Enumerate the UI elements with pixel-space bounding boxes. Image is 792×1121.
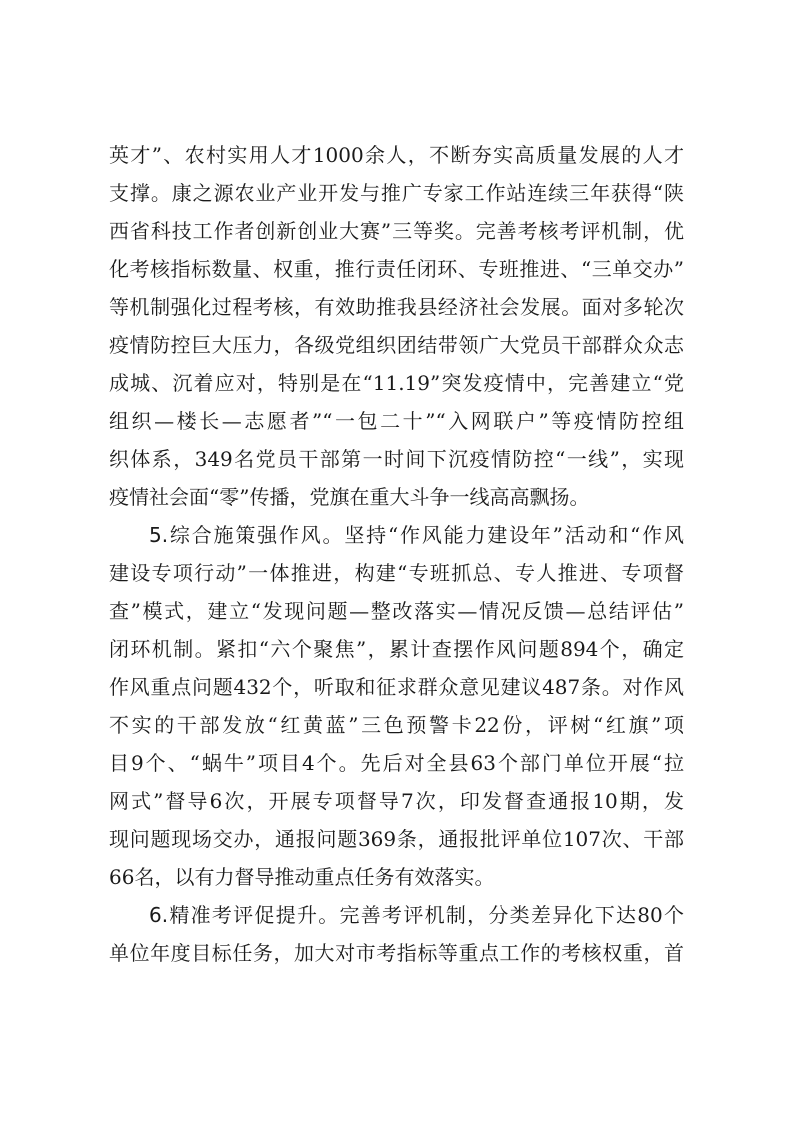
paragraph-first-text: 完善考评机制，分类差异化下达80个 — [339, 903, 684, 927]
text-line: 不实的干部发放“红黄蓝”三色预警卡22份，评树“红旗”项 — [109, 713, 684, 737]
paragraph-heading-line — [149, 896, 684, 934]
text-line: 网式”督导6次，开展专项督导7次，印发督查通报10期，发 — [109, 789, 684, 813]
text-line: 闭环机制。紧扣“六个聚焦”，累计查摆作风问题894个，确定 — [109, 637, 684, 661]
text-line: 西省科技工作者创新创业大赛”三等奖。完善考核考评机制，优 — [109, 219, 684, 243]
text-line: 织体系，349名党员干部第一时间下沉疫情防控“一线”，实现 — [109, 447, 684, 471]
text-line: 66名，以有力督导推动重点任务有效落实。 — [109, 865, 495, 889]
text-line: 单位年度目标任务，加大对市考指标等重点工作的考核权重，首 — [109, 941, 684, 965]
text-line: 疫情防控巨大压力，各级党组织团结带领广大党员干部群众众志 — [109, 333, 684, 357]
paragraph-first-text: 坚持“作风能力建设年”活动和“作风 — [344, 523, 684, 547]
text-line: 英才”、农村实用人才1000余人，不断夯实高质量发展的人才 — [109, 143, 684, 167]
text-line: 疫情社会面“零”传播，党旗在重大斗争一线高高飘扬。 — [109, 485, 590, 509]
text-line: 等机制强化过程考核，有效助推我县经济社会发展。面对多轮次 — [109, 295, 684, 319]
text-line: 成城、沉着应对，特别是在“11.19”突发疫情中，完善建立“党 — [109, 371, 684, 395]
paragraph-lead: 6.精准考评促提升。 — [149, 903, 340, 927]
paragraph-heading-line — [149, 516, 684, 554]
text-line: 目9个、“蜗牛”项目4个。先后对全县63个部门单位开展“拉 — [109, 751, 684, 775]
text-line: 作风重点问题432个，听取和征求群众意见建议487条。对作风 — [109, 675, 684, 699]
text-line: 支撑。康之源农业产业开发与推广专家工作站连续三年获得“陕 — [109, 181, 684, 205]
text-line: 化考核指标数量、权重，推行责任闭环、专班推进、“三单交办” — [109, 257, 684, 281]
text-line: 查”模式，建立“发现问题—整改落实—情况反馈—总结评估” — [109, 599, 684, 623]
text-line: 建设专项行动”一体推进，构建“专班抓总、专人推进、专项督 — [109, 561, 684, 585]
paragraph-lead: 5.综合施策强作风。 — [149, 523, 345, 547]
text-line: 现问题现场交办，通报问题369条，通报批评单位107次、干部 — [109, 827, 684, 851]
text-line: 组织—楼长—志愿者”“一包二十”“入网联户”等疫情防控组 — [109, 409, 684, 433]
